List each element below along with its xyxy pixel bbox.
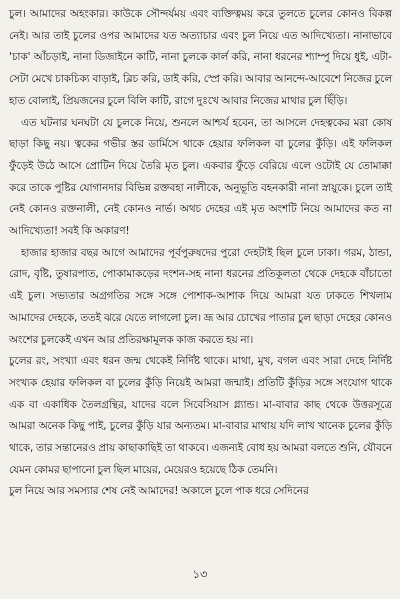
- paragraph-3: হাজার হাজার বছর আগে আমাদের পূর্বপুরুষদের পুরো দেহটাই ছিল চুলে ঢাকা। গরম, ঠান্ডা, রোদ, বৃষ্টি, তুষারপাত, পোকামাকড়ের দংশন-সহ নানা ধরনের প্রতিকূলতা থেকে দেহকে বাঁচাতো এই চুল। সভ্যতার অগ্রগতির সঙ্গে সঙ্গে পোশাক-আশাক দিয়ে আমরা যত ঢাকতে শিখলাম আমাদের দেহকে, ততই ঝরে যেতে লাগলো চুল। ভ্রূ আর চোখের পাতার চুল ছাড়া দেহের কোনও অংশের চুলকেই এখন আর প্রতিরক্ষামূলক কাজ করতে হয় না।: [9, 246, 392, 346]
- paragraph-5: চুল নিয়ে আর সমস্যার শেষ নেই আমাদের! অকালে চুলে পাক ধরে সেদিনের: [9, 485, 309, 498]
- paragraph-4: চুলের রং, সংখ্যা এবং ধরন জন্ম থেকেই নির্দিষ্ট থাকে। মাথা, মুখ, বগল এবং সারা দেহে নির্দিষ্ট সংখ্যক হেয়ার ফলিকল বা চুলের কুঁড়ি নিয়েই আমরা জন্মাই। প্রতিটি কুঁড়ির সঙ্গে সংযোগ থাকে এক বা একাধিক তৈলগ্রন্থির, যাদের বলে সিবেসিয়াস গ্ল্যান্ড। মা-বাবার কাছ থেকে উত্তরসূত্রে আমরা অনেক কিছু পাই, চুলের কুঁড়ি যার অন্যতম। মা-বাবার মাথায় যদি লাখ খানেক চুলের কুঁড়ি থাকে, তার সন্তানেরও প্রায় কাছাকাছিই তা থাকবে। এজন্যই বোধ হয় আমরা বলতে শুনি, যৌবনে যেমন কোমর ছাপানো চুল ছিল মায়ের, মেয়েরও হয়েছে ঠিক তেমনি।: [9, 355, 392, 476]
- paragraph-1: চুল। আমাদের অহংকার। কাউকে সৌন্দর্যময় এবং ব্যক্তিত্বময় করে তুলতে চুলের কোনও বিকল্প নেই। আর তাই চুলের ওপর আমাদের যত অত্যাচার এবং চুল নিয়ে এত আদিখ্যেতা। নানাভাবে 'চাক' আঁচড়াই, নানা ডিজাইনে কাটি, নানা চুলকে কার্ল করি, নানা ধরনের শ্যাম্পু দিয়ে ধুই, এটা-সেটা মেখে চাকচিক্য বাড়াই, ব্লিচ করি, ডাই করি, স্প্রে করি। আবার আনন্দে-আবেশে নিজের চুলে হাত বোলাই, প্রিয়জনের চুলে বিলি কাটি, রাগে দুঃখে আবার নিজের মাথার চুল ছিঁড়ি।: [9, 8, 392, 107]
- page-number: ১৩: [192, 567, 208, 581]
- paragraph-2: এত ঘটনার ঘনঘটা যে চুলকে নিয়ে, শুনলে আশ্চর্য হবেন, তা আসলে দেহত্বকের মরা কোষ ছাড়া কিছু নয়। ত্বকের গভীর স্তর ডার্মিসে থাকে হেয়ার ফলিকল বা চুলের কুঁড়ি। এই ফলিকল ফুঁড়েই উঠে আসে প্রোটিন দিয়ে তৈরি মৃত চুল। একবার ফুঁড়ে বেরিয়ে এলে ওটোই যে তোমাক্কা করে তাকে পুষ্টির যোগানদার বিভিন্ন রক্তবহা নালীকে, অনুভূতি বহনকারী নানা স্নায়ুকে। চুলে তাই নেই কোনও রক্তনালী, নেই কোনও নার্ভ। অথচ দেহের এই মৃত অংশটি নিয়ে আমাদের কত না আদিখ্যেতা! সবই কি অকারণ!: [9, 116, 392, 238]
